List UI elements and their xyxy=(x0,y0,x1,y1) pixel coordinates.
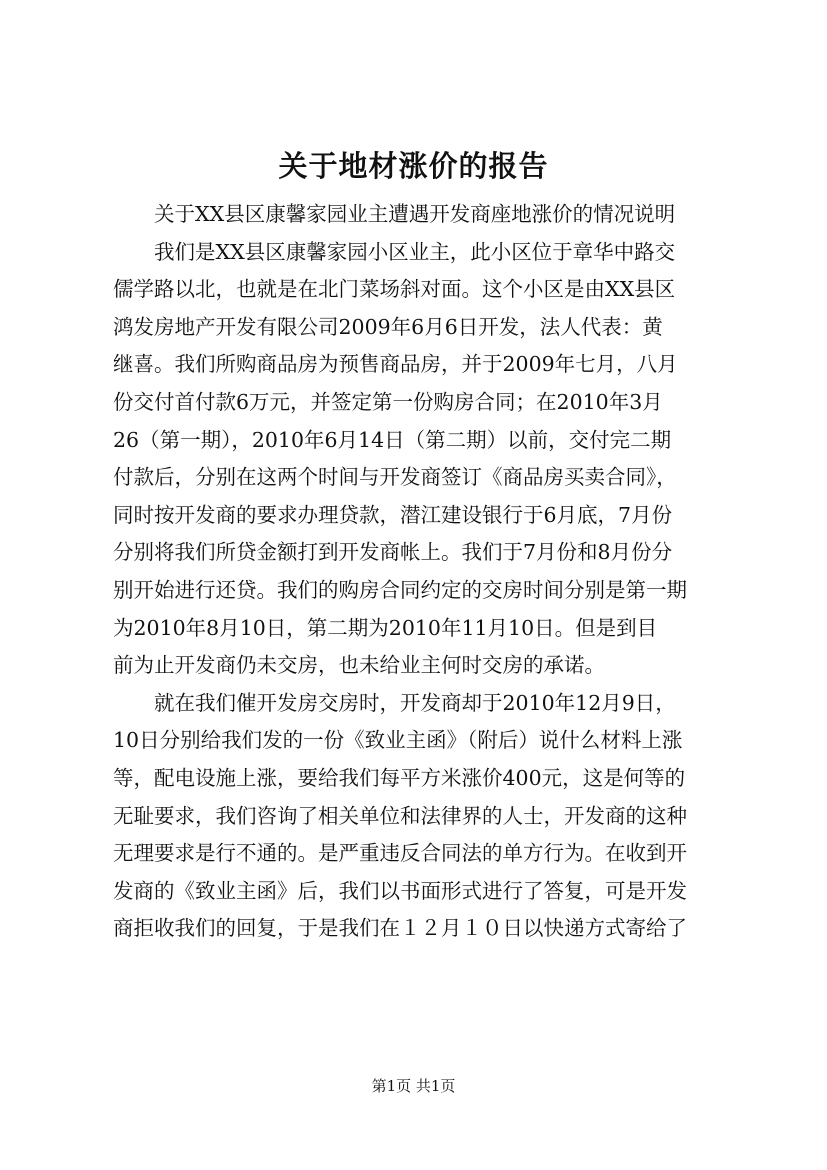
text-line: 无耻要求，我们咨询了相关单位和法律界的人士，开发商的这种 xyxy=(113,803,687,828)
text-line: 前为止开发商仍未交房，也未给业主何时交房的承诺。 xyxy=(113,653,605,678)
text-line: 发商的《致业主函》后，我们以书面形式进行了答复，可是开发 xyxy=(113,878,687,903)
text-line: 分别将我们所贷金额打到开发商帐上。我们于7月份和8月份分 xyxy=(113,540,673,565)
text-line: 鸿发房地产开发有限公司2009年6月6日开发，法人代表：黄 xyxy=(113,314,663,339)
text-line: 关于XX县区康馨家园业主遭遇开发商座地涨价的情况说明 xyxy=(154,202,676,226)
text-line: 继喜。我们所购商品房为预售商品房，并于2009年七月，八月 xyxy=(113,352,678,377)
text-line: 就在我们催开发房交房时，开发商却于2010年12月9日， xyxy=(154,690,676,715)
text-line: 份交付首付款6万元，并签定第一份购房合同；在2010年3月 xyxy=(113,389,663,414)
text-line: 10日分别给我们发的一份《致业主函》（附后）说什么材料上涨 xyxy=(113,728,683,753)
document-title: 关于地材涨价的报告 xyxy=(278,149,549,183)
text-line: 同时按开发商的要求办理贷款，潜江建设银行于6月底，7月份 xyxy=(113,502,673,527)
text-line: 无理要求是行不通的。是严重违反合同法的单方行为。在收到开 xyxy=(113,841,687,866)
text-line: 等，配电设施上涨，要给我们每平方米涨价400元，这是何等的 xyxy=(113,765,686,790)
page-footer: 第1页 共1页 xyxy=(371,1077,456,1095)
text-line: 我们是XX县区康馨家园小区业主，此小区位于章华中路交 xyxy=(154,239,676,264)
text-line: 别开始进行还贷。我们的购房合同约定的交房时间分别是第一期 xyxy=(113,577,687,602)
document-body xyxy=(113,196,727,948)
text-line: 儒学路以北，也就是在北门菜场斜对面。这个小区是由XX县区 xyxy=(113,277,676,302)
text-line: 付款后，分别在这两个时间与开发商签订《商品房买卖合同》， xyxy=(113,465,677,490)
text-line: 为2010年8月10日，第二期为2010年11月10日。但是到目 xyxy=(113,615,658,640)
text-line: 商拒收我们的回复，于是我们在１２月１０日以快递方式寄给了 xyxy=(113,916,687,941)
text-line: 26（第一期），2010年6月14日（第二期）以前，交付完二期 xyxy=(113,427,672,452)
